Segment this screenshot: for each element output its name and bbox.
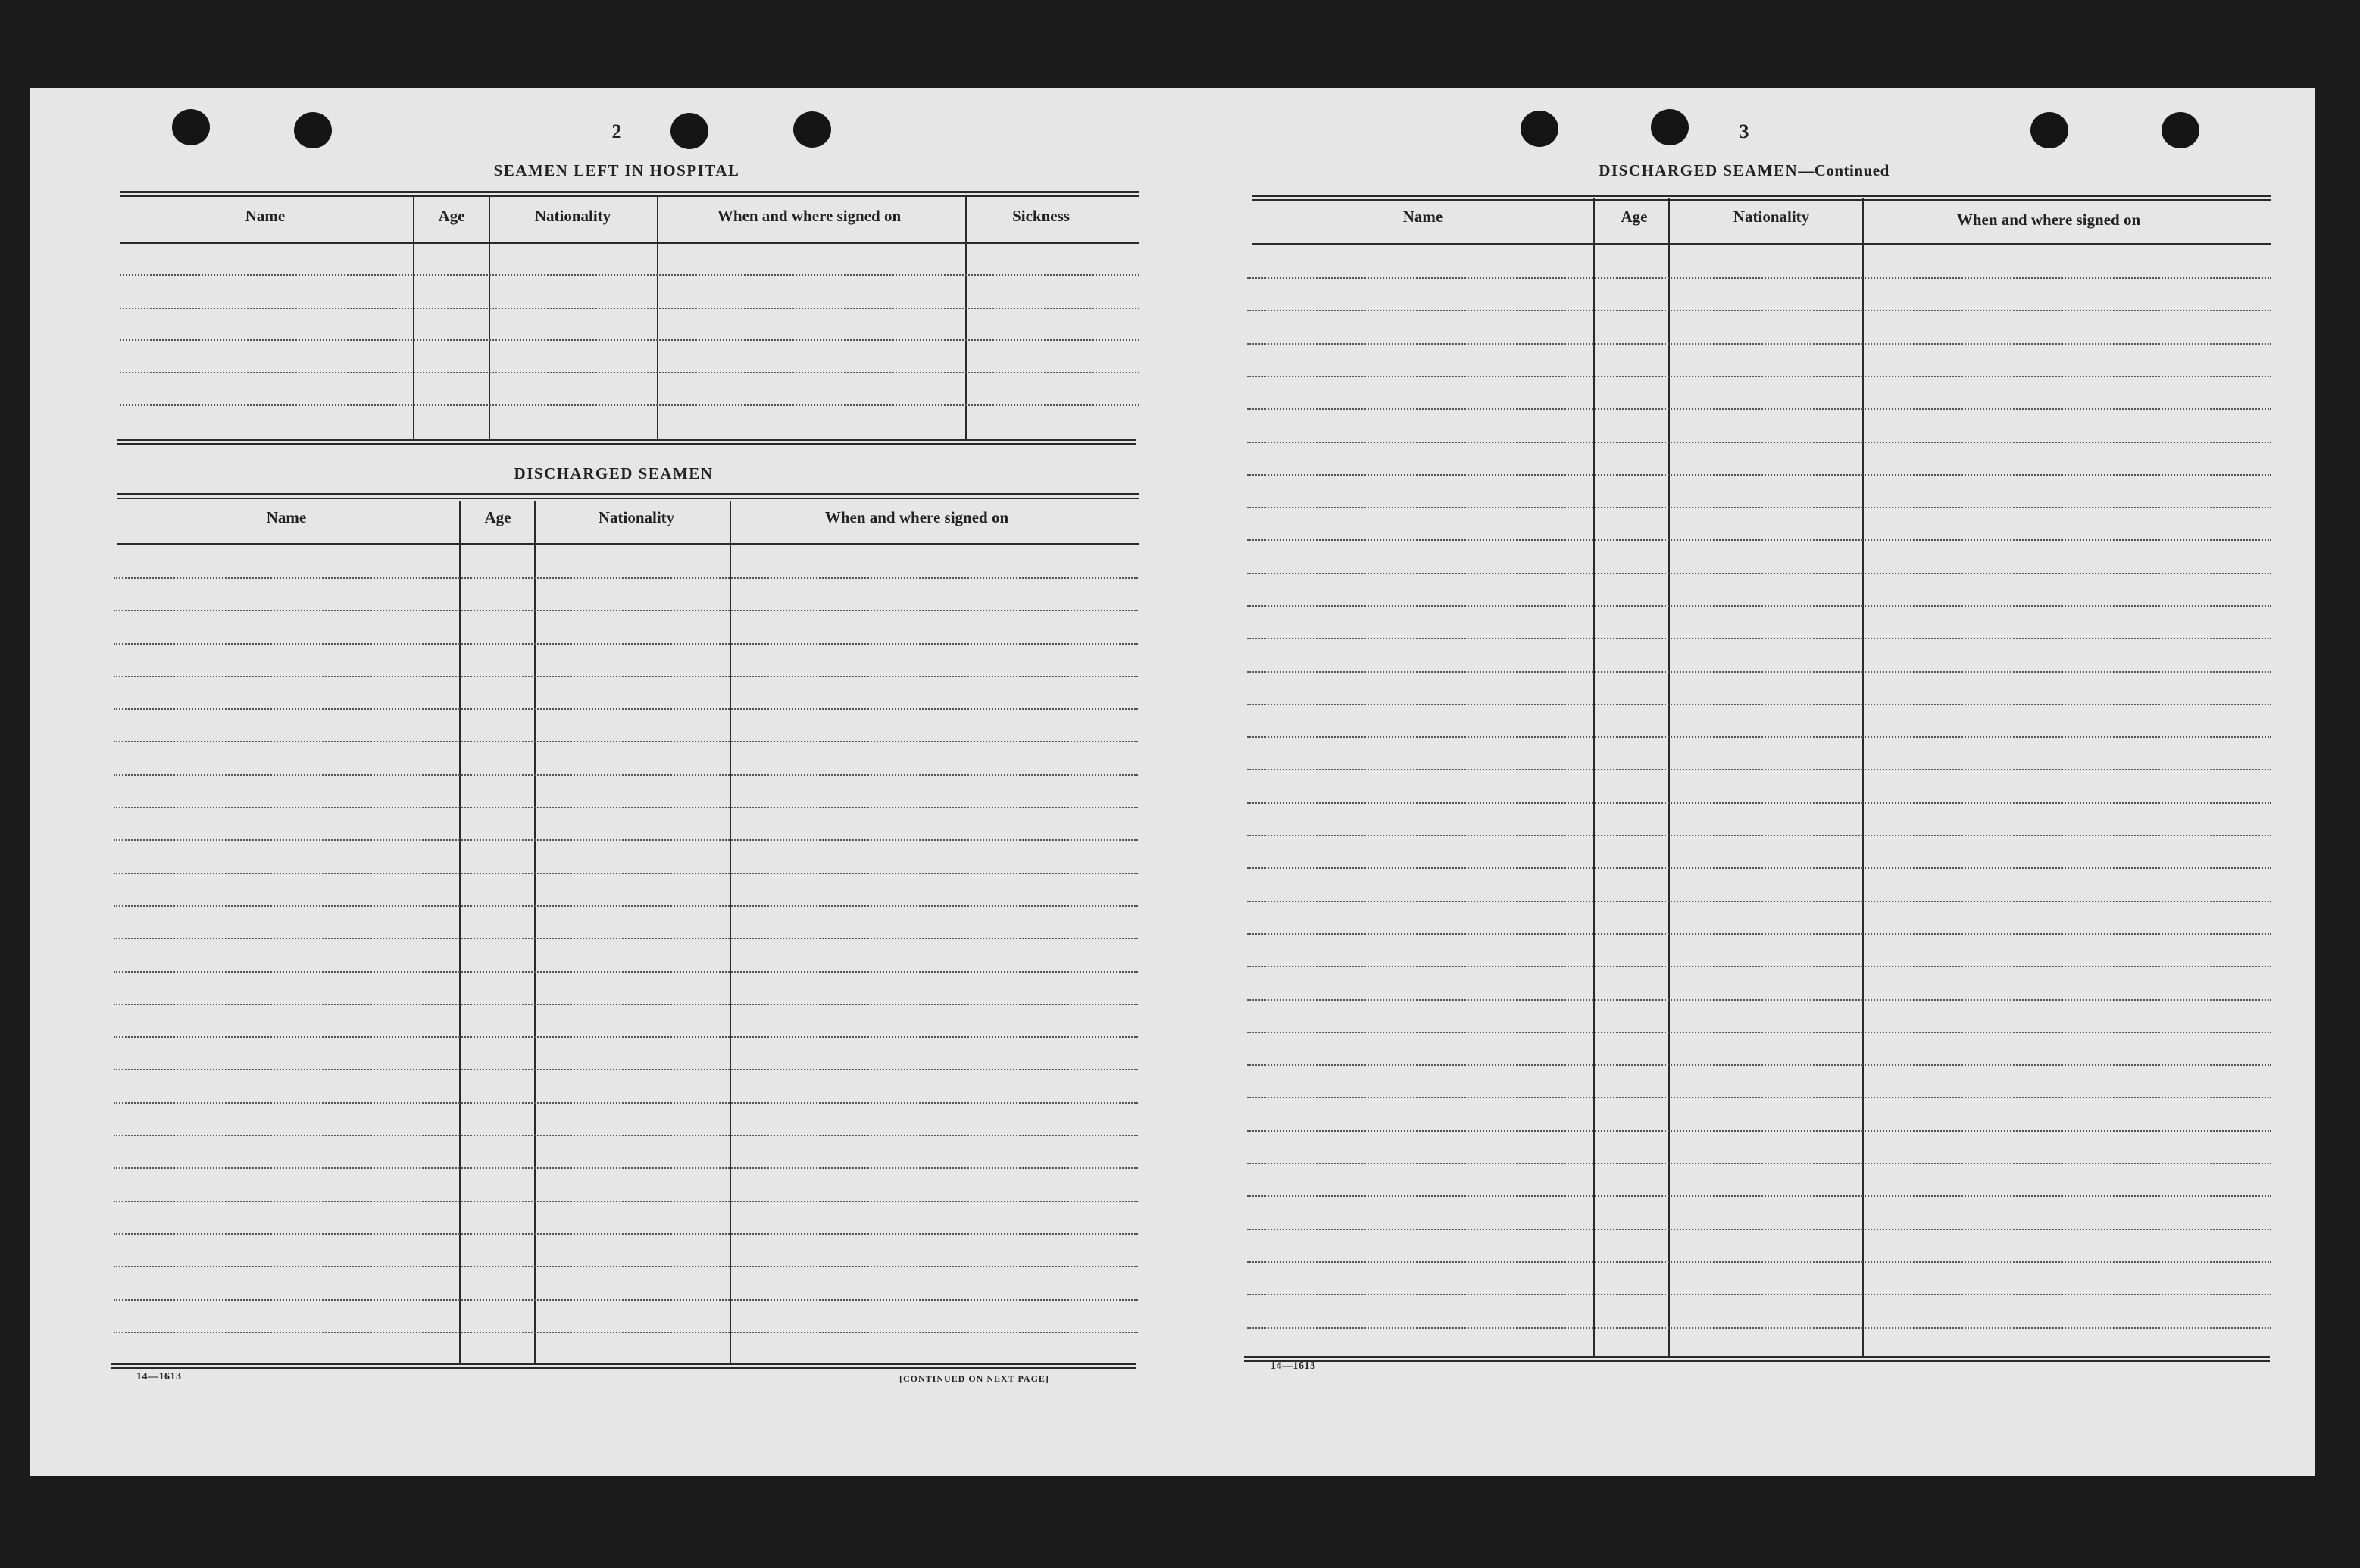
entry-line bbox=[114, 839, 1138, 841]
section-title-hospital: SEAMEN LEFT IN HOSPITAL bbox=[493, 161, 740, 180]
entry-line bbox=[114, 873, 1138, 874]
entry-line bbox=[1247, 605, 2271, 607]
entry-line bbox=[1247, 343, 2271, 345]
column-header-name: Name bbox=[245, 207, 286, 225]
punch-hole bbox=[2030, 112, 2068, 148]
entry-line bbox=[114, 577, 1138, 579]
entry-line bbox=[1247, 966, 2271, 967]
column-header-age: Age bbox=[484, 508, 511, 526]
entry-line bbox=[114, 676, 1138, 677]
entry-line bbox=[114, 1167, 1138, 1169]
column-divider bbox=[1862, 198, 1864, 1357]
table-bottom-rule bbox=[111, 1363, 1136, 1369]
entry-line bbox=[114, 807, 1138, 808]
continued-note: [CONTINUED ON NEXT PAGE] bbox=[899, 1373, 1049, 1384]
entry-line bbox=[1247, 769, 2271, 770]
entry-line bbox=[120, 274, 1139, 276]
table-bottom-rule bbox=[1244, 1356, 2270, 1362]
column-divider bbox=[413, 197, 414, 439]
entry-line bbox=[114, 1233, 1138, 1235]
entry-line bbox=[1247, 573, 2271, 574]
entry-line bbox=[114, 643, 1138, 645]
entry-line bbox=[1247, 1327, 2271, 1329]
entry-line bbox=[1247, 802, 2271, 804]
table-top-rule bbox=[117, 493, 1139, 499]
entry-line bbox=[114, 741, 1138, 742]
column-divider bbox=[657, 197, 658, 439]
entry-line bbox=[114, 1135, 1138, 1136]
table-bottom-rule bbox=[117, 439, 1136, 445]
entry-line bbox=[1247, 1097, 2271, 1098]
entry-line bbox=[1247, 376, 2271, 377]
column-header-nationality: Nationality bbox=[598, 508, 675, 526]
entry-line bbox=[1247, 1229, 2271, 1230]
column-header-signed-on: When and where signed on bbox=[824, 508, 1009, 526]
entry-line bbox=[114, 1102, 1138, 1104]
form-code: 14—1613 bbox=[136, 1371, 182, 1382]
header-underline bbox=[1252, 243, 2271, 245]
entry-line bbox=[1247, 901, 2271, 902]
entry-line bbox=[120, 308, 1139, 309]
punch-hole bbox=[793, 111, 831, 148]
entry-line bbox=[1247, 835, 2271, 836]
column-divider bbox=[730, 501, 731, 1364]
entry-line bbox=[120, 372, 1139, 373]
entry-line bbox=[114, 938, 1138, 939]
entry-line bbox=[114, 1201, 1138, 1202]
column-header-age: Age bbox=[1621, 208, 1648, 226]
entry-line bbox=[114, 1036, 1138, 1038]
entry-line bbox=[1247, 1032, 2271, 1033]
entry-line bbox=[1247, 277, 2271, 279]
entry-line bbox=[114, 1266, 1138, 1267]
entry-line bbox=[1247, 867, 2271, 869]
entry-line bbox=[1247, 539, 2271, 541]
entry-line bbox=[114, 905, 1138, 907]
entry-line bbox=[114, 1299, 1138, 1301]
entry-line bbox=[1247, 999, 2271, 1001]
column-header-sickness: Sickness bbox=[1012, 207, 1070, 225]
table-top-rule bbox=[1252, 195, 2271, 201]
punch-hole bbox=[670, 113, 708, 149]
column-divider bbox=[965, 197, 967, 439]
column-header-nationality: Nationality bbox=[534, 207, 611, 225]
entry-line bbox=[114, 1332, 1138, 1333]
entry-line bbox=[1247, 1294, 2271, 1295]
column-header-name: Name bbox=[1402, 208, 1443, 226]
punch-hole bbox=[2162, 112, 2199, 148]
entry-line bbox=[1247, 1195, 2271, 1197]
section-title-discharged-continued bbox=[1599, 161, 1889, 180]
entry-line bbox=[1247, 310, 2271, 311]
entry-line bbox=[120, 339, 1139, 341]
column-header-name: Name bbox=[266, 508, 307, 526]
entry-line bbox=[1247, 474, 2271, 476]
entry-line bbox=[114, 1004, 1138, 1005]
column-header-age: Age bbox=[438, 207, 465, 225]
column-header-signed-on: When and where signed on bbox=[1956, 211, 2141, 229]
column-divider bbox=[489, 197, 490, 439]
column-header-signed-on: When and where signed on bbox=[717, 207, 902, 225]
entry-line bbox=[1247, 638, 2271, 639]
column-divider bbox=[459, 501, 461, 1364]
section-title-suffix: —Continued bbox=[1798, 161, 1890, 180]
entry-line bbox=[120, 404, 1139, 406]
header-underline bbox=[117, 543, 1139, 545]
entry-line bbox=[1247, 408, 2271, 410]
entry-line bbox=[1247, 671, 2271, 673]
column-divider bbox=[1668, 198, 1670, 1357]
entry-line bbox=[1247, 1163, 2271, 1164]
column-header-nationality: Nationality bbox=[1733, 208, 1810, 226]
document-sheet bbox=[30, 88, 2315, 1476]
entry-line bbox=[1247, 736, 2271, 738]
page-number: 2 bbox=[611, 120, 622, 142]
punch-hole bbox=[172, 109, 210, 145]
header-underline bbox=[120, 242, 1139, 244]
entry-line bbox=[114, 971, 1138, 973]
entry-line bbox=[1247, 1064, 2271, 1066]
entry-line bbox=[114, 774, 1138, 776]
column-divider bbox=[534, 501, 536, 1364]
entry-line bbox=[1247, 704, 2271, 705]
entry-line bbox=[1247, 442, 2271, 443]
punch-hole bbox=[1651, 109, 1689, 145]
entry-line bbox=[1247, 1130, 2271, 1132]
section-title-text: DISCHARGED SEAMEN bbox=[1599, 161, 1799, 180]
entry-line bbox=[1247, 507, 2271, 508]
punch-hole bbox=[294, 112, 332, 148]
form-code: 14—1613 bbox=[1271, 1360, 1316, 1372]
entry-line bbox=[114, 708, 1138, 710]
page-number: 3 bbox=[1739, 120, 1749, 142]
entry-line bbox=[1247, 933, 2271, 935]
entry-line bbox=[114, 1069, 1138, 1070]
entry-line bbox=[1247, 1261, 2271, 1263]
column-divider bbox=[1593, 198, 1595, 1357]
entry-line bbox=[114, 610, 1138, 611]
punch-hole bbox=[1521, 111, 1558, 147]
section-title-discharged: DISCHARGED SEAMEN bbox=[514, 464, 714, 483]
table-top-rule bbox=[120, 191, 1139, 197]
